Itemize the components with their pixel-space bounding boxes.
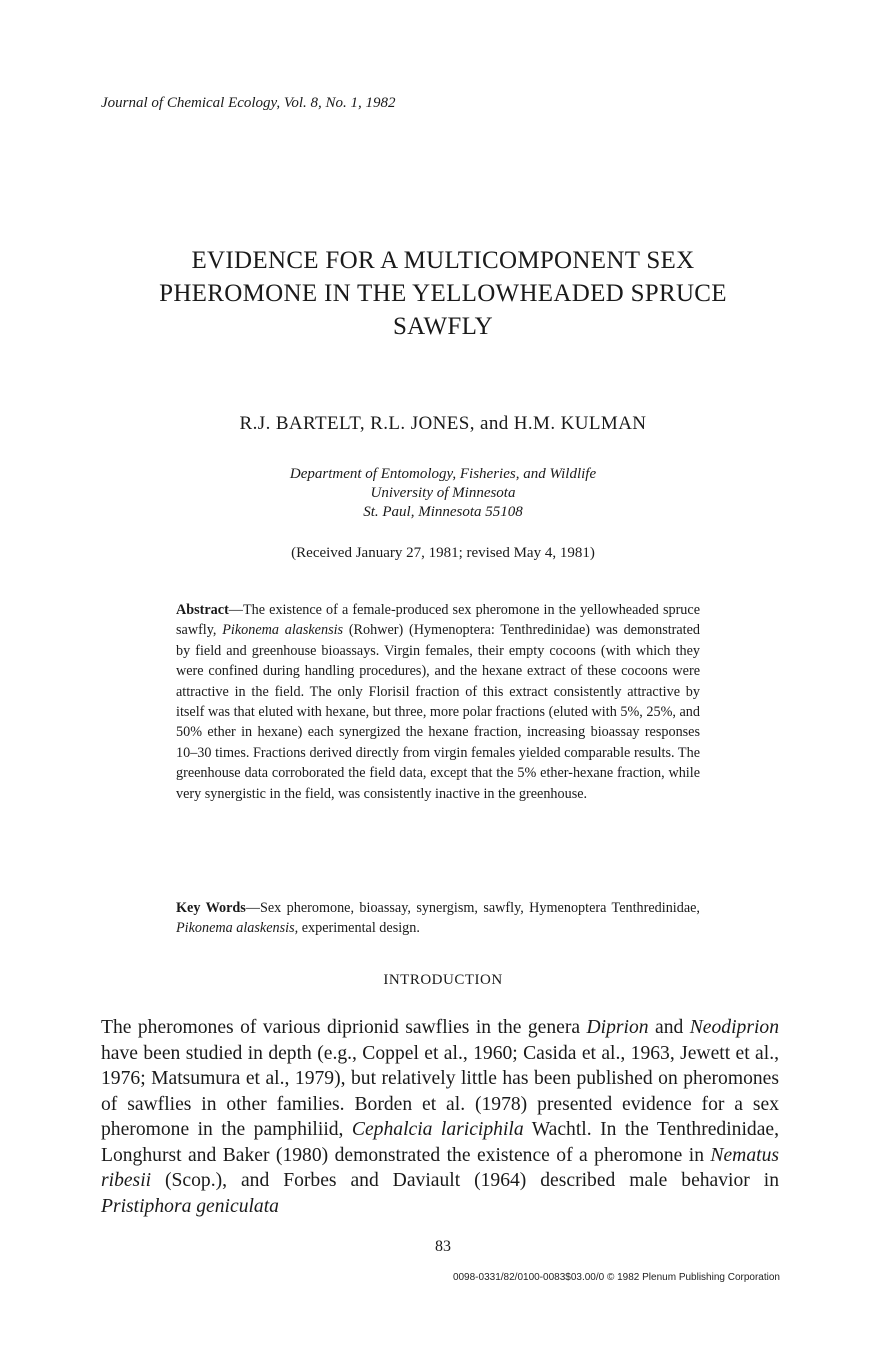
affiliation bbox=[0, 465, 886, 522]
body-text: and bbox=[648, 1017, 690, 1038]
copyright-footer: 0098-0331/82/0100-0083$03.00/0 © 1982 Plenum Publishing Corporation bbox=[452, 1272, 780, 1283]
journal-citation: Journal of Chemical Ecology, Vol. 8, No. 1, 1982 bbox=[101, 95, 396, 111]
received-dates: (Received January 27, 1981; revised May 4, 1981) bbox=[291, 545, 595, 561]
species-name: Cephalcia lariciphila bbox=[351, 1119, 524, 1140]
abstract-species: Pikonema alaskensis bbox=[222, 622, 344, 639]
keywords-species: Pikonema alaskensis, bbox=[176, 920, 299, 937]
section-heading: INTRODUCTION bbox=[383, 972, 503, 988]
body-text: Wachtl. In the Tenthredinidae, Longhurst and Baker (1980) demonstrated the existence of a pheromone in bbox=[101, 1119, 780, 1166]
species-name: Nematus ribesii bbox=[101, 1144, 779, 1191]
title-line: SAWFLY bbox=[392, 313, 494, 340]
key-words bbox=[176, 898, 700, 939]
affiliation-line: St. Paul, Minnesota 55108 bbox=[363, 504, 523, 520]
abstract bbox=[176, 600, 700, 804]
authors: R.J. BARTELT, R.L. JONES, and H.M. KULMAN bbox=[239, 413, 647, 434]
affiliation-line: University of Minnesota bbox=[370, 485, 516, 501]
page-number: 83 bbox=[435, 1238, 451, 1255]
genus-name: Diprion bbox=[586, 1017, 649, 1038]
keywords-text: experimental design. bbox=[298, 920, 420, 937]
body-text: have been studied in depth (e.g., Coppel et al., 1960; Casida et al., 1963, Jewett et al., 1976; Matsumura et al., 1979), but relatively little has been published on pheromones of sawflies in other families. Borden et al. (1978) presented evidence for a sex pheromone in the pamphiliid, bbox=[101, 1042, 779, 1140]
keywords-label: Key Words bbox=[176, 900, 246, 916]
title-line: PHEROMONE IN THE YELLOWHEADED SPRUCE bbox=[159, 280, 727, 307]
paper-title bbox=[90, 244, 796, 343]
abstract-text: (Rohwer) (Hymenoptera: Tenthredinidae) was demonstrated by field and greenhouse bioassays. Virgin females, their empty cocoons (with which they were confined during handling procedures), and the hexane extract of these cocoons were attractive in the field. The only Florisil fraction of this extract consistently attractive by itself was that eluted with hexane, but three, more polar fractions (eluted with 5%, 25%, and 50% ether in hexane) each synergized the hexane fraction, increasing bioassay responses 10–30 times. Fractions derived directly from virgin females yielded comparable results. The greenhouse data corroborated the field data, except that the 5% ether-hexane fraction, while very synergistic in the field, was consistently inactive in the greenhouse. bbox=[176, 622, 701, 802]
keywords-text: —Sex pheromone, bioassay, synergism, sawfly, Hymenoptera Tenthredinidae, bbox=[245, 900, 700, 916]
abstract-label: Abstract bbox=[176, 602, 229, 618]
body-text: The pheromones of various diprionid sawflies in the genera bbox=[101, 1017, 587, 1038]
introduction-paragraph bbox=[101, 1015, 779, 1219]
title-line: EVIDENCE FOR A MULTICOMPONENT SEX bbox=[191, 247, 695, 274]
abstract-text: —The existence of a female-produced sex pheromone in the yellowheaded spruce sawfly, bbox=[176, 602, 700, 639]
species-name: Pristiphora geniculata bbox=[101, 1195, 279, 1217]
affiliation-line: Department of Entomology, Fisheries, and Wildlife bbox=[289, 466, 597, 482]
genus-name: Neodiprion bbox=[689, 1017, 779, 1038]
body-text: (Scop.), and Forbes and Daviault (1964) described male behavior in bbox=[151, 1170, 779, 1191]
